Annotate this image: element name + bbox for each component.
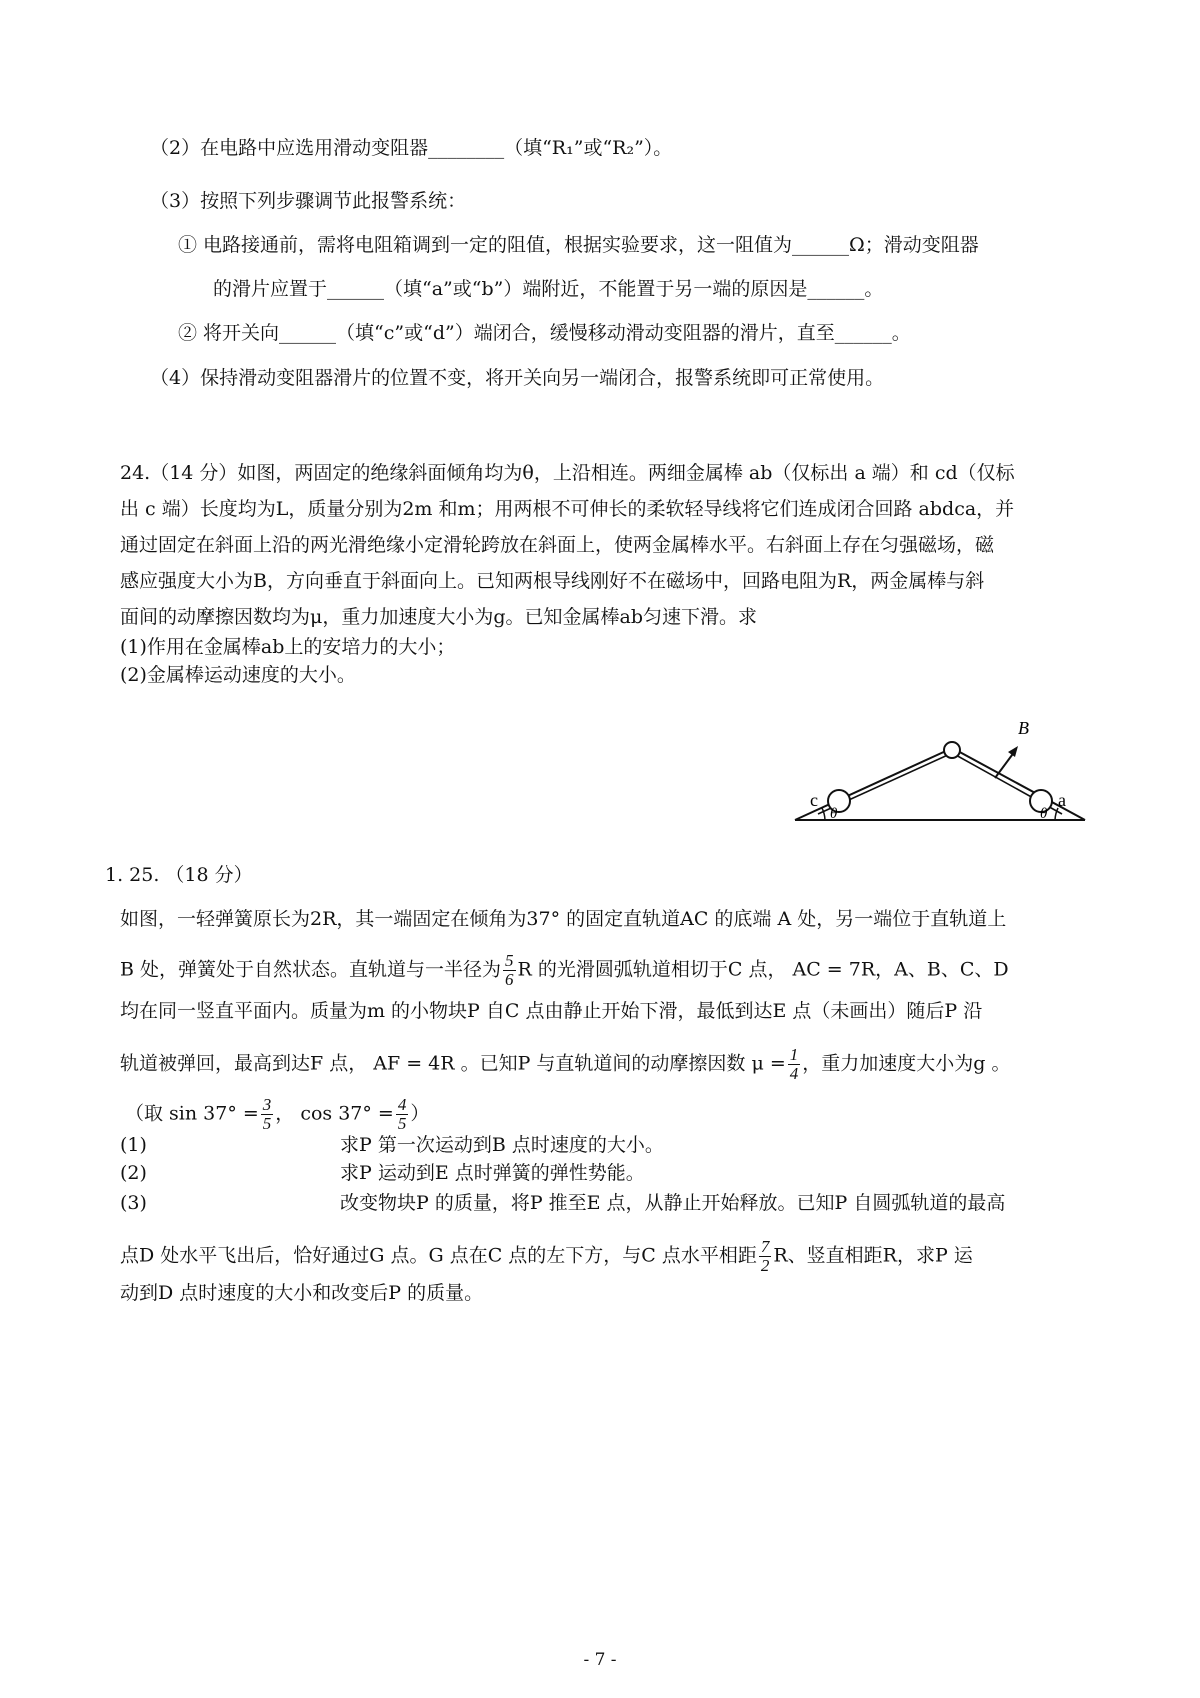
arrow-head <box>1008 746 1018 757</box>
q25-item3-index: (3) <box>120 1192 147 1214</box>
q25-item3-text: 改变物块P 的质量，将P 推至E 点，从静止开始释放。已知P 自圆弧轨道的最高 <box>340 1192 1006 1214</box>
pulley-circle <box>944 742 960 758</box>
q24-line5: 面间的动摩擦因数均为μ，重力加速度大小为g。已知金属棒ab匀速下滑。求 <box>120 606 758 628</box>
label-a: a <box>1058 790 1066 810</box>
q25-line5: （取 sin 37° = $\frac{3}{5}$ ， cos 37° = $\frac{4}{5}$ ） <box>125 1095 430 1133</box>
q24-subquestion-2: (2)金属棒运动速度的大小。 <box>120 664 356 686</box>
left-angle-arc <box>822 808 825 820</box>
q25-line8: 动到D 点时速度的大小和改变后P 的质量。 <box>120 1282 484 1304</box>
q25-line3: 均在同一竖直平面内。质量为m 的小物块P 自C 点由静止开始下滑，最低到达E 点（未画出）随后P 沿 <box>120 1000 983 1022</box>
q23-part2: （2）在电路中应选用滑动变阻器________（填“R₁”或“R₂”）。 <box>150 137 673 159</box>
q24-incline-figure <box>790 708 1090 828</box>
q25-line2: B 处，弹簧处于自然状态。直轨道与一半径为 $\frac{5}{6}$ R 的光滑圆弧轨道相切于C 点， AC = 7R，A、B、C、D <box>120 951 1009 989</box>
q25-heading: 1. 25. （18 分） <box>105 864 253 886</box>
fraction-3-5: $\frac{3}{5}$ <box>262 1095 272 1133</box>
q25-item2-text: 求P 运动到E 点时弹簧的弹性势能。 <box>340 1162 645 1184</box>
page-number: - 7 - <box>583 1650 617 1670</box>
right-theta: θ <box>1040 806 1048 822</box>
q25-line4: 轨道被弹回，最高到达F 点， AF = 4R 。已知P 与直轨道间的动摩擦因数 μ = $\frac{1}{4}$ ，重力加速度大小为g 。 <box>120 1045 1011 1083</box>
q24-line4: 感应强度大小为B，方向垂直于斜面向上。已知两根导线刚好不在磁场中，回路电阻为R，两金属棒与斜 <box>120 570 985 592</box>
fraction-5-6: $\frac{5}{6}$ <box>505 951 514 989</box>
q23-step1-line1: ① 电路接通前，需将电阻箱调到一定的阻值，根据实验要求，这一阻值为______Ω；滑动变阻器 <box>178 234 979 256</box>
fraction-1-4: $\frac{1}{4}$ <box>789 1045 799 1083</box>
q23-step1-line2: 的滑片应置于______（填“a”或“b”）端附近，不能置于另一端的原因是______。 <box>213 278 884 300</box>
magnetic-field-arrow <box>995 751 1015 778</box>
label-B: B <box>1018 718 1029 738</box>
fraction-7-2: $\frac{7}{2}$ <box>760 1237 770 1275</box>
label-c: c <box>810 790 818 810</box>
left-theta: θ <box>830 806 838 822</box>
fraction-4-5: $\frac{4}{5}$ <box>397 1095 407 1133</box>
q25-item1-index: (1) <box>120 1134 147 1156</box>
q24-line1: 24.（14 分）如图，两固定的绝缘斜面倾角均为θ，上沿相连。两细金属棒 ab（仅标出 a 端）和 cd（仅标 <box>120 462 1015 484</box>
q25-line1: 如图，一轻弹簧原长为2R，其一端固定在倾角为37° 的固定直轨道AC 的底端 A 处，另一端位于直轨道上 <box>120 908 1007 930</box>
q25-item1-text: 求P 第一次运动到B 点时速度的大小。 <box>340 1134 664 1156</box>
q23-part4: （4）保持滑动变阻器滑片的位置不变，将开关向另一端闭合，报警系统即可正常使用。 <box>150 367 885 389</box>
q24-line2: 出 c 端）长度均为L，质量分别为2m 和m；用两根不可伸长的柔软轻导线将它们连成闭合回路 abdca，并 <box>120 498 1015 520</box>
q25-item2-index: (2) <box>120 1162 147 1184</box>
q23-step2: ② 将开关向______（填“c”或“d”）端闭合，缓慢移动滑动变阻器的滑片，直至______。 <box>178 322 911 344</box>
q25-line7: 点D 处水平飞出后，恰好通过G 点。G 点在C 点的左下方，与C 点水平相距 $\frac{7}{2}$ R、竖直相距R，求P 运 <box>120 1237 973 1275</box>
q23-part3: （3）按照下列步骤调节此报警系统： <box>150 190 467 212</box>
q24-subquestion-1: (1)作用在金属棒ab上的安培力的大小； <box>120 636 456 658</box>
q24-line3: 通过固定在斜面上沿的两光滑绝缘小定滑轮跨放在斜面上，使两金属棒水平。右斜面上存在匀强磁场，磁 <box>120 534 995 556</box>
